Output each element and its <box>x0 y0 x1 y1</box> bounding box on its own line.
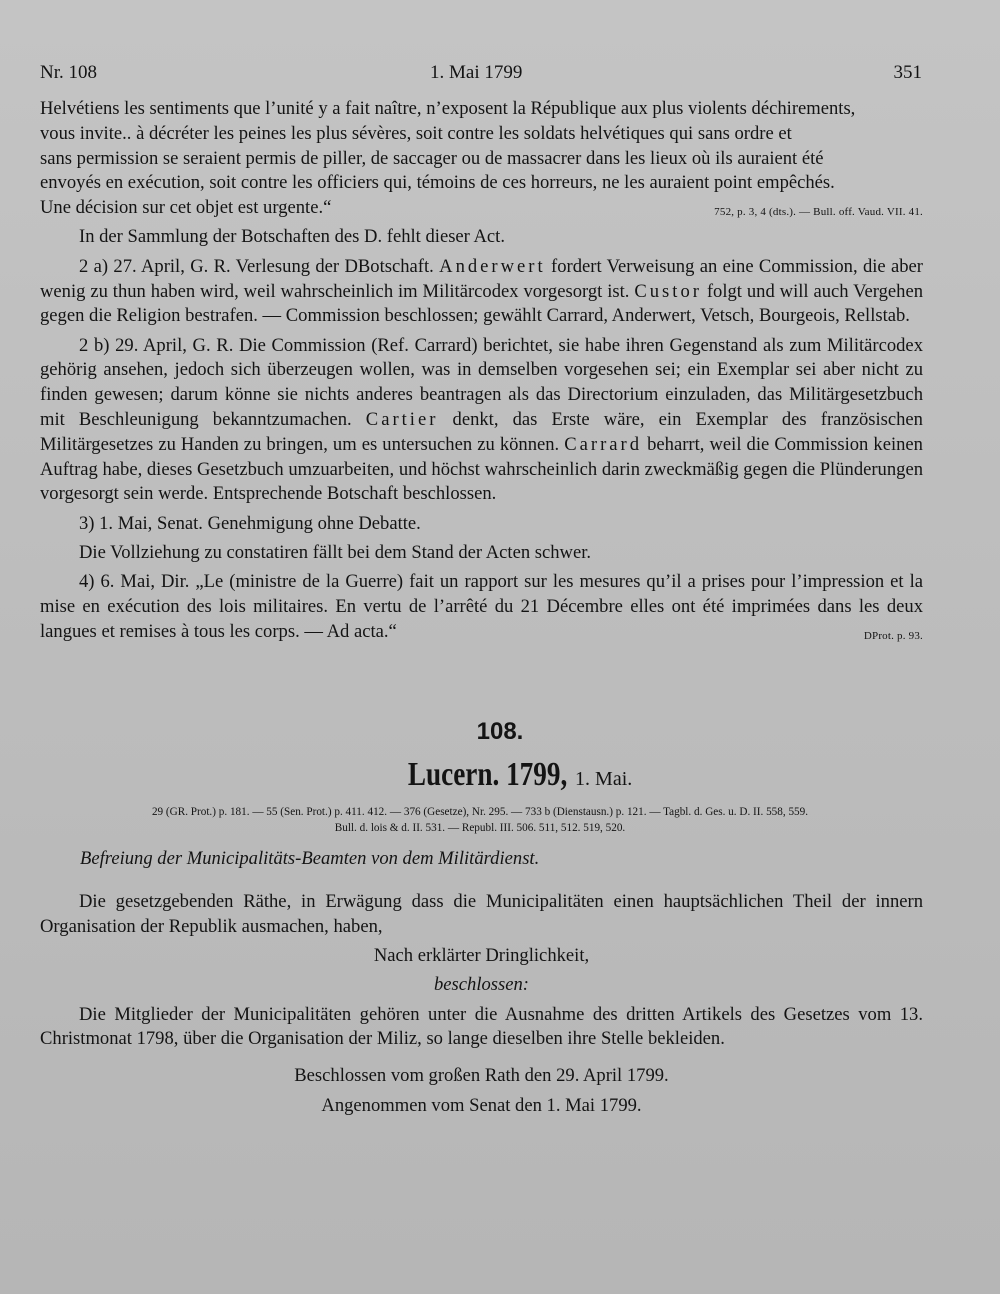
page-number: 351 <box>893 62 922 83</box>
french-quote-last-line <box>40 196 923 221</box>
french-quote-line: Helvétiens les sentiments que l’unité y a fait naître, n’exposent la République aux plus violents déchirements, <box>40 98 856 119</box>
speaker-name: Carrard <box>564 433 643 455</box>
french-quote-line: envoyés en exécution, soit contre les officiers qui, témoins de ces horreurs, ne les auraient point empêchés. <box>40 172 835 194</box>
note-paragraph: Die Vollziehung zu constatiren fällt bei dem Stand der Acten schwer. <box>79 542 592 564</box>
previous-document-text <box>40 97 923 649</box>
proceedings-4 <box>40 570 923 644</box>
preamble: Die gesetzgebenden Räthe, in Erwägung dass die Municipalitäten einen hauptsächlichen Theil der innern Organisation der Republik ausmachen, haben, <box>40 891 923 937</box>
document-subject: Befreiung der Municipalitäts-Beamten von dem Militärdienst. <box>80 848 540 869</box>
proceedings-text: folgt und will auch Vergehen gegen die Religion bestrafen. — Commission beschlossen; gewählt Carrard, Anderwert, Vetsch, Bourgeois, Rellstab. <box>40 280 923 327</box>
heading-date: 1. Mai. <box>575 768 633 790</box>
sources-line: Bull. d. lois & d. II. 531. — Republ. III. 506. 511, 512. 519, 520. <box>334 822 626 834</box>
sources-line: 29 (GR. Prot.) p. 181. — 55 (Sen. Prot.) p. 411. 412. — 376 (Gesetze), Nr. 295. — 733 b (Dienstausn.) p. 121. — Tagbl. d. Ges. u. D. II. 558, 559. <box>151 806 809 818</box>
decision-text: Die Mitglieder der Municipalitäten gehören unter die Ausnahme des dritten Artikels des Gesetzes vom 13. Christmonat 1798, über die Organisation der Miliz, so lange dieselben ihre Stelle bekleiden. <box>40 1003 923 1050</box>
place-date-heading <box>0 756 1000 794</box>
french-quote-line: vous invite.. à décréter les peines les plus sévères, soit contre les soldats helvétiques qui sans ordre et <box>40 122 792 144</box>
proceedings-text: denkt, das Erste wäre, ein Exemplar des französischen Militärgesetzes zu Handen zu bringen, um es untersuchen zu können. <box>40 409 923 455</box>
speaker-name: Cartier <box>365 409 439 431</box>
proceedings-text: fordert Verweisung an eine Commission, die aber wenig zu thun haben wird, weil wahrscheinlich im Militärcodex vorgesorgt ist. <box>40 255 923 302</box>
proceedings-3: 3) 1. Mai, Senat. Genehmigung ohne Debatte. <box>79 512 421 534</box>
source-reference: DProt. p. 93. <box>863 629 923 642</box>
proceedings-text: 4) 6. Mai, Dir. „Le (ministre de la Guerre) fait un rapport sur les mesures qu’il a prises pour l’impression et la mise en exécution des lois militaires. En vertu de l’arrêté du 21 Décembre elles ont été imprimées dans les deux langues et remises à tous les corps. — Ad acta.“ <box>40 571 923 642</box>
french-quote-end: Une décision sur cet objet est urgente.“ <box>40 197 332 219</box>
proceedings-2b <box>40 334 923 508</box>
proceedings-2a <box>40 255 923 329</box>
speaker-name: Custor <box>634 280 702 302</box>
source-references <box>40 804 920 836</box>
decree-text <box>40 890 923 1119</box>
accepted-by: Angenommen vom Senat den 1. Mai 1799. <box>321 1095 642 1117</box>
note-paragraph: In der Sammlung der Botschaften des D. fehlt dieser Act. <box>79 226 505 248</box>
proceedings-text: 2 b) 29. April, G. R. Die Commission (Ref. Carrard) berichtet, sie habe ihren Gegenstand als zum Militärcodex gehörig ansehen, jedoch sich überzeugen wollen, was in demselben vorgesehen sei; ein Exemplar sei aber nicht zu finden gewesen; darum könne sie nichts anderes beantragen als das Directorium einzuladen, das Militärgesetzbuch mit Beschleunigung bekanntzumachen. <box>40 334 923 431</box>
document-number: 108. <box>476 718 524 745</box>
place-year: Lucern. 1799, <box>407 756 568 793</box>
resolved-by: Beschlossen vom großen Rath den 29. April 1799. <box>294 1065 669 1087</box>
speaker-name: Anderwert <box>439 255 546 277</box>
urgency-clause: Nach erklärter Dringlichkeit, <box>373 945 590 967</box>
resolved-heading: beschlossen: <box>433 974 529 996</box>
header-date: 1. Mai 1799 <box>430 62 523 83</box>
french-quote-line: sans permission se seraient permis de piller, de saccager ou de massacrer dans les lieux où ils auraient été <box>40 147 824 169</box>
source-reference: 752, p. 3, 4 (dts.). — Bull. off. Vaud. VII. 41. <box>714 206 923 219</box>
header-doc-number: Nr. 108 <box>40 62 97 83</box>
running-header <box>40 62 922 88</box>
proceedings-text: 2 a) 27. April, G. R. Verlesung der DBotschaft. <box>79 255 434 277</box>
proceedings-text: beharrt, weil die Commission keinen Auftrag habe, dieses Gesetzbuch umzuarbeiten, und höchst wahrscheinlich darin zweckmäßig gegen die Plünderungen vorgesorgt sein werde. Entsprechende Botschaft beschlossen. <box>40 433 923 505</box>
